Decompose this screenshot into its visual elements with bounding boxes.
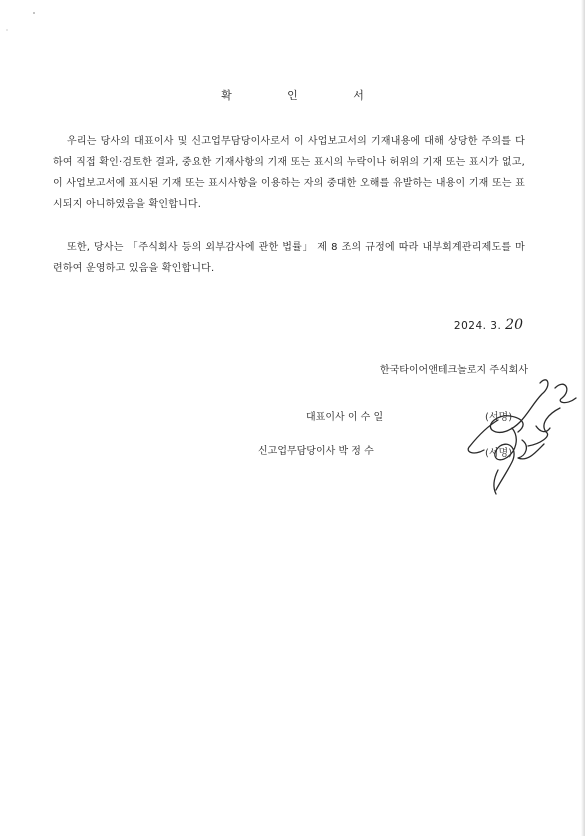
ceo-sign-mark: (서명) [485,412,513,423]
cfo-signatory: 신고업무담당이사 박 정 수 [258,446,374,457]
cfo-sign-mark: (서명) [485,448,513,459]
cfo-signature-stroke [518,440,544,459]
ceo-signature-stroke [490,380,548,433]
company-name: 한국타이어앤테크놀로지 주식회사 [379,365,528,376]
document-title: 확 인 서 [221,89,390,102]
ceo-signature-stroke [528,408,560,446]
scan-specks [0,0,60,40]
internal-control-paragraph: 또한, 당사는 「주식회사 등의 외부감사에 관한 법률」 제 8 조의 규정에 따라 내부회계관리제도를 마련하여 운영하고 있음을 확인합니다. [53,242,525,274]
cfo-signature-stroke [495,428,516,490]
ceo-signatory: 대표이사 이 수 일 [306,412,384,423]
date-printed: 2024. 3. [453,320,502,332]
document-date [454,317,523,333]
cfo-signature-stroke [494,470,498,494]
scan-edge-shadow [581,0,585,836]
confirmation-paragraph: 우리는 당사의 대표이사 및 신고업무담당이사로서 이 사업보고서의 기재내용에 대해 상당한 주의를 다하여 직접 확인·검토한 결과, 중요한 기재사항의 기재 또는 표시의 누락이나 허위의 기재 또는 표시가 없고, 이 사업보고서에 표시된 기재 또는 표시사항을 이용하는 자의 중대한 오해를 유발하는 내용이 기재 또는 표시되지 아니하였음을 확인합니다. [53,136,525,210]
date-handwritten-day: 20 [505,317,523,333]
cfo-signature-stroke [536,426,550,432]
ceo-signature-stroke [555,384,576,402]
